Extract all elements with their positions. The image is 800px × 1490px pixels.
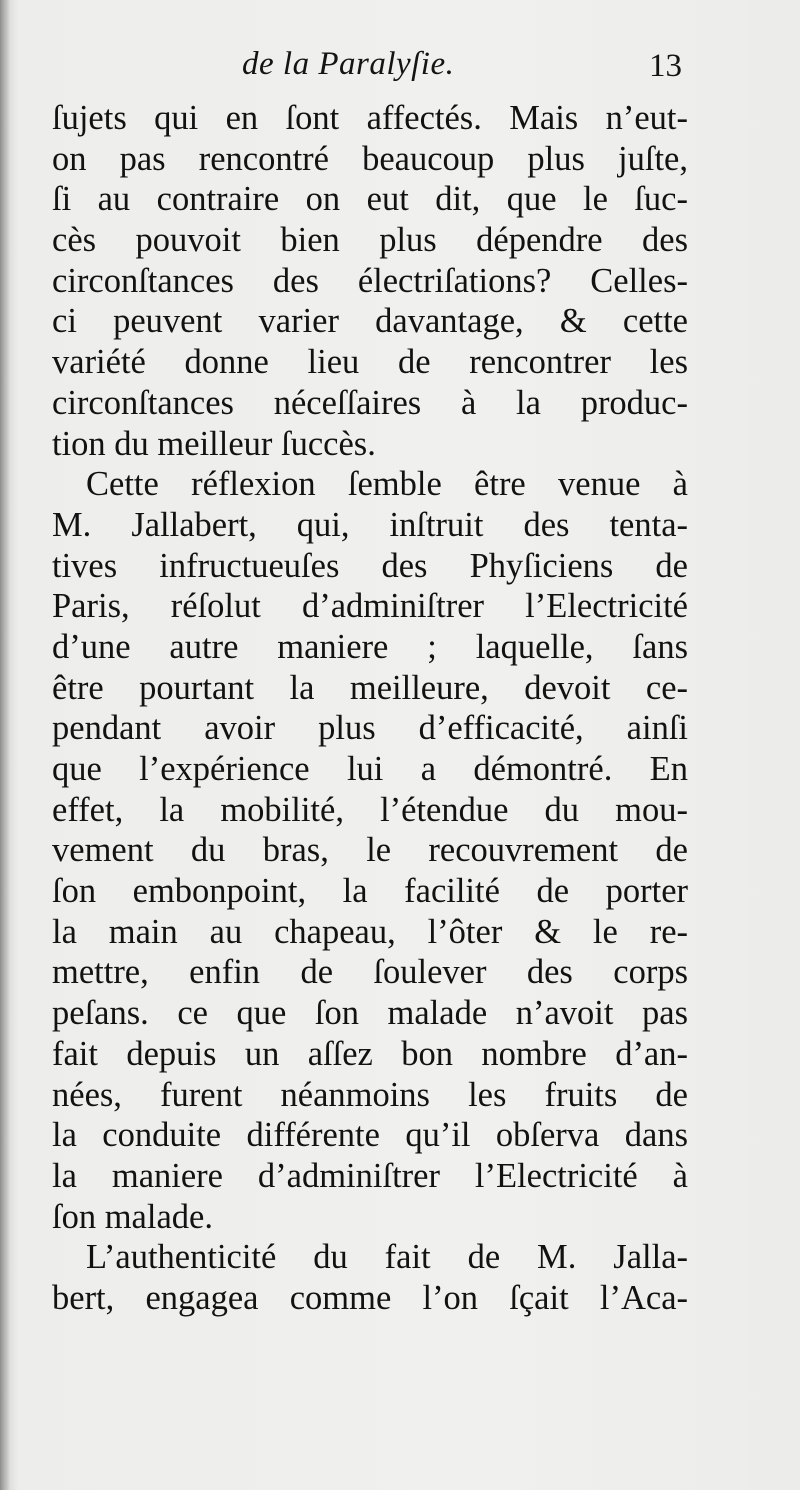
text-line: ſujets qui en ſont affectés. Mais n’eut- [52,99,688,137]
text-line: ci peuvent varier davantage, & cette [52,302,688,341]
text-line: cès pouvoit bien plus dépendre des [52,221,688,260]
text-line: tives infructueuſes des Phyſiciens de [52,546,688,585]
paragraph-first-line: L’authenticité du fait de M. Jalla- [86,1238,688,1277]
text-line: la main au chapeau, l’ôter & le re- [52,912,688,951]
text-line: bert, engagea comme l’on ſçait l’Aca- [52,1278,688,1317]
text-line: circonſtances des électriſations? Celles- [52,261,688,300]
running-head: de la Paralyſie. [242,46,455,82]
paragraph-first-line: Cette réflexion ſemble être venue à [86,465,688,504]
text-line: circonſtances néceſſaires à la produc- [52,383,688,422]
text-line: ſon embonpoint, la facilité de porter [52,872,688,911]
text-line: pendant avoir plus d’efficacité, ainſi [52,709,688,748]
text-line: vement du bras, le recouvrement de [52,831,688,870]
text-line: effet, la mobilité, l’étendue du mou- [52,790,688,829]
text-line: variété donne lieu de rencontrer les [52,343,688,382]
text-line: la conduite différente qu’il obſerva dans [52,1116,688,1155]
page-number: 13 [649,48,682,84]
text-line: d’une autre maniere ; laquelle, ſans [52,627,688,666]
page-header [52,46,688,94]
text-line: fait depuis un aſſez bon nombre d’an- [52,1034,688,1073]
text-line: on pas rencontré beaucoup plus juſte, [52,139,688,178]
text-line: ſon malade. [52,1197,213,1236]
body-text [52,98,688,1319]
text-line: mettre, enfin de ſoulever des corps [52,953,688,992]
page-gutter-shadow [0,0,10,1490]
text-line: être pourtant la meilleure, devoit ce- [52,668,688,707]
text-line: ſi au contraire on eut dit, que le ſuc- [52,180,688,219]
text-line: Paris, réſolut d’adminiſtrer l’Electricité [52,587,688,626]
text-line: la maniere d’adminiſtrer l’Electricité à [52,1156,688,1195]
text-line: tion du meilleur ſuccès. [52,424,376,463]
text-line: nées, furent néanmoins les fruits de [52,1075,688,1114]
text-line: que l’expérience lui a démontré. En [52,750,688,788]
text-line: M. Jallabert, qui, inſtruit des tenta- [52,505,688,544]
text-line: peſans. ce que ſon malade n’avoit pas [52,994,688,1033]
